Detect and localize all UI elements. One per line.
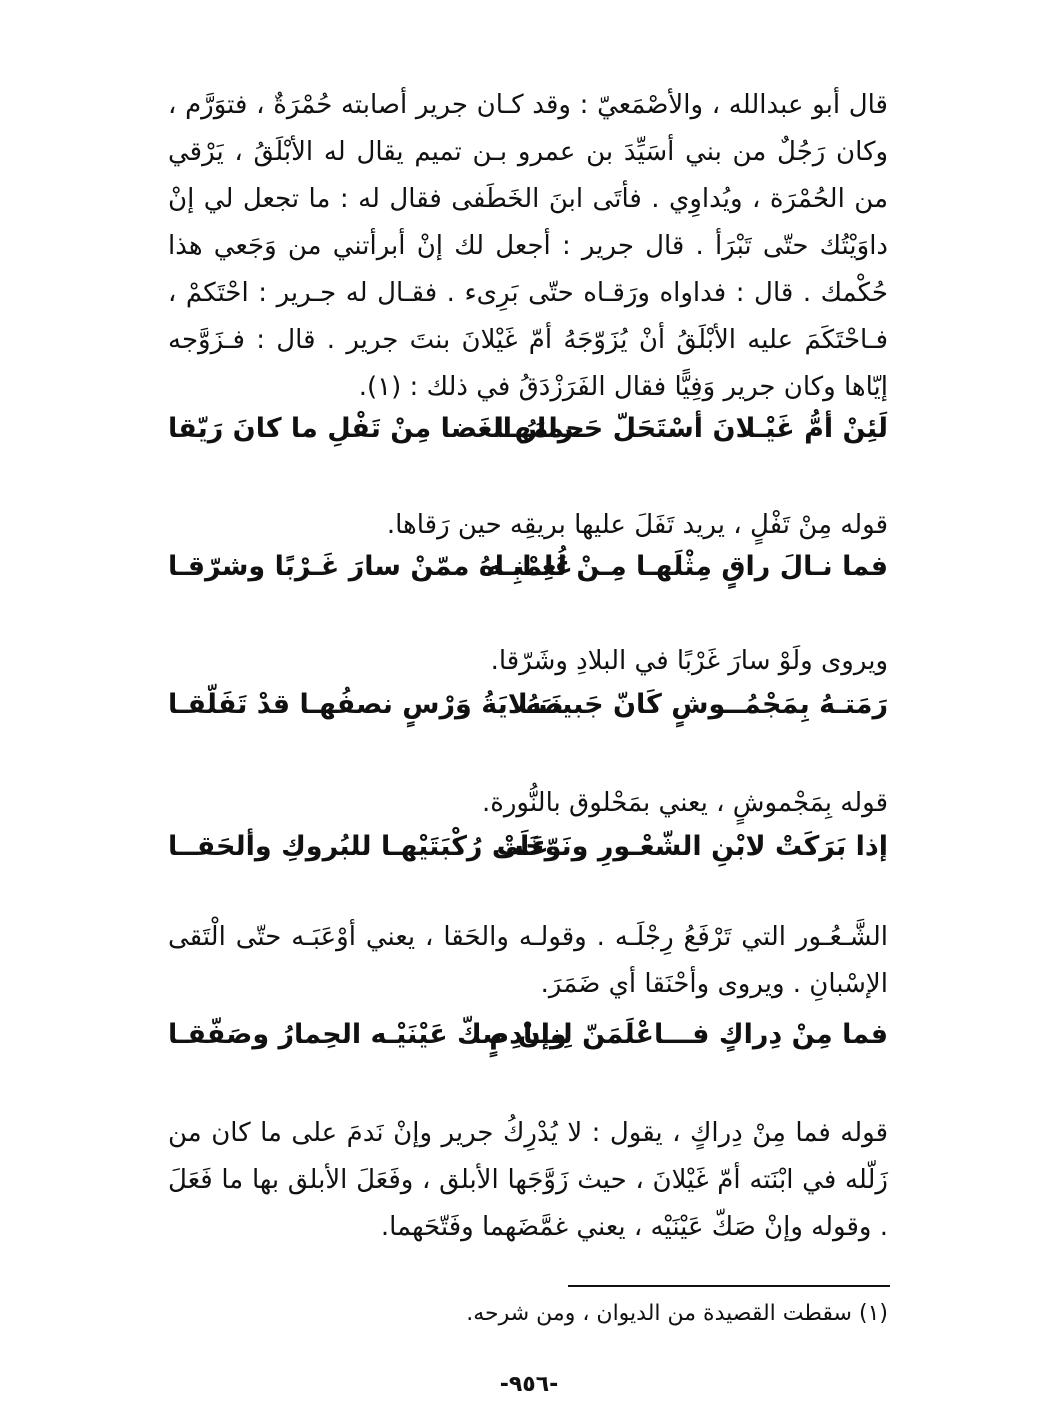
verse-line-4 — [168, 822, 888, 872]
verse-4-second-hemistich: عَلَى رُكْبَتَيْهـا للبُروكِ وألحَقــا — [168, 831, 549, 862]
verse-2-first-hemistich: فما نـالَ راقٍ مِثْلَهـا مِـنْ لُعـابِـه — [486, 551, 888, 582]
commentary-paragraph-4: الشَّـعُـور التي تَرْفَعُ رِجْلَـه . وقولـه والحَقا ، يعني أوْعَبَـه حتّى الْتَقى الإسْبانِ . ويروى وأحْنَقا أي ضَمَرَ. — [168, 922, 888, 999]
verse-2-second-hemistich: عَلِمْنـاهُ ممّنْ سارَ غَـرْبًا وشرّقـا — [168, 551, 573, 582]
verse-line-5 — [168, 1010, 888, 1060]
commentary-paragraph-2: ويروى ولَوْ سارَ غَرْبًا في البلادِ وشَرّقا. — [490, 646, 888, 676]
verse-line-2 — [168, 542, 888, 592]
verse-5-first-hemistich: فما مِنْ دِراكٍ فـــاعْلَمَنّ لِنــادِمٍ — [489, 1019, 888, 1050]
verse-line-1 — [168, 404, 888, 454]
page-number: -٩٥٦- — [499, 1372, 559, 1397]
commentary-paragraph-3: قوله بِمَجْموشٍ ، يعني بمَحْلوق بالنُّورة. — [481, 788, 888, 818]
intro-paragraph: قال أبو عبدالله ، والأصْمَعيّ : وقد كـان جرير أصابته حُمْرَةٌ ، فتوَرَّم ، وكان رَجُلٌ من بني أسَيِّدَ بن عمرو بـن تميم يقال له الأبْلَقُ ، يَرْقي من الحُمْرَة ، ويُداوِي . فأتَى ابنَ الخَطَفى فقال له : ما تجعل لي إنْ داوَيْتُك حتّى تَبْرَأ . قال جرير : أجعل لك إنْ أبرأتني من وَجَعي هذا حُكْمك . قال : فداواه ورَقـاه حتّى بَرِىء . فقـال له جـرير : احْتَكمْ ، فـاحْتَكَمَ عليه الأبْلَقُ أنْ يُزَوّجَهُ أمّ غَيْلانَ بنتَ جرير . قال : فـزَوَّجه إيّاها وكان جرير وَفِيًّا فقال الفَرَزْدَقُ في ذلك : (١). — [168, 90, 888, 402]
verse-line-3 — [168, 680, 888, 730]
footnote: (١) سقطت القصيدة من الديوان ، ومن شرحه. — [466, 1301, 888, 1326]
verse-1-second-hemistich: حمارُ الغَضا مِنْ تَفْلِ ما كانَ رَيّقا — [168, 413, 585, 444]
footnote-divider — [568, 1285, 890, 1287]
verse-3-first-hemistich: رَمَتـهُ بِمَجْمُــوشٍ كَانّ جَبينَـهُ — [525, 689, 888, 720]
verse-5-second-hemistich: وإنْ صكّ عَيْنَيْـه الحِمارُ وصَفّقـا — [168, 1019, 567, 1050]
verse-4-first-hemistich: إذا بَرَكَتْ لابْنِ الشّعْـورِ ونَوّخَتْ — [496, 831, 888, 862]
verse-1-first-hemistich: لَئِنْ أمُّ غَيْـلانَ أسْتَحَلّ حَـرامَهـا — [494, 413, 888, 444]
verse-3-second-hemistich: صَـلايَةُ وَرْسٍ نصفُهـا قدْ تَفَلّقـا — [168, 689, 564, 720]
commentary-paragraph-1: قوله مِنْ تَفْلٍ ، يريد تَفَلَ عليها بريقِه حين رَقاها. — [386, 510, 888, 540]
commentary-paragraph-5: قوله فما مِنْ دِراكٍ ، يقول : لا يُدْرِكُ جرير وإنْ نَدمَ على ما كان من زَلّله في ابْنَته أمّ غَيْلانَ ، حيث زَوَّجَها الأبلق ، وفَعَلَ الأبلق بها ما فَعَلَ . وقوله وإنْ صَكّ عَيْنَيْه ، يعني غمَّضَهما وفَتّحَهما. — [168, 1118, 888, 1242]
